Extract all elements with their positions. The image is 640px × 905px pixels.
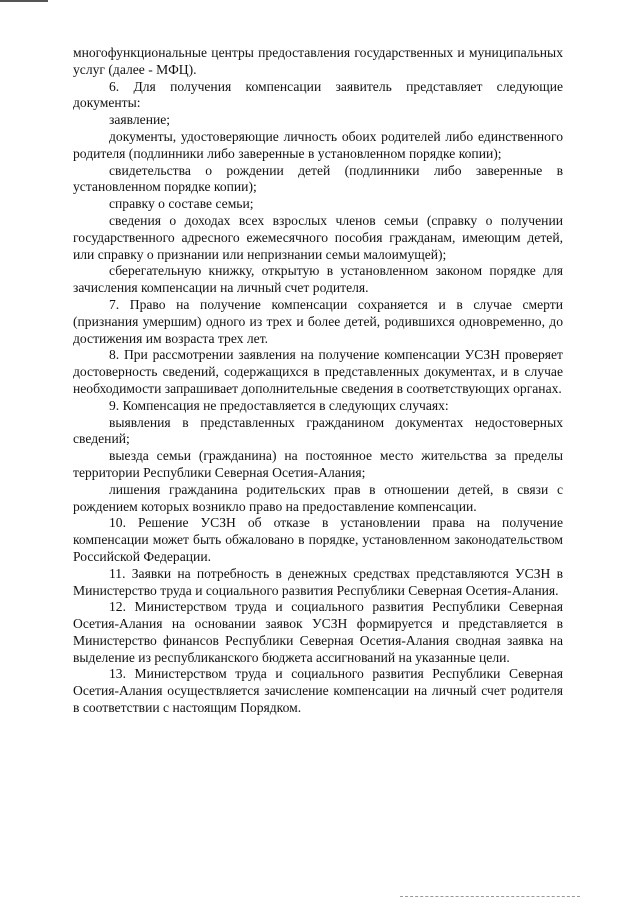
paragraph: выезда семьи (гражданина) на постоянное место жительства за пределы территории Республики Северная Осетия-Алания; bbox=[73, 448, 563, 480]
paragraph: 12. Министерством труда и социального развития Республики Северная Осетия-Алания на основании заявок УСЗН формируется и представляется в Министерство финансов Республики Северная Осетия-Алания сводная заявка на выделение из республиканского бюджета ассигнований на указанные цели. bbox=[73, 599, 563, 665]
paragraph: многофункциональные центры предоставления государственных и муниципальных услуг (далее - МФЦ). bbox=[73, 45, 563, 77]
paragraph: 13. Министерством труда и социального развития Республики Северная Осетия-Алания осуществляется зачисление компенсации на личный счет родителя в соответствии с настоящим Порядком. bbox=[73, 666, 563, 716]
paragraph: справку о составе семьи; bbox=[109, 196, 254, 212]
paragraph: заявление; bbox=[109, 112, 171, 128]
document-body bbox=[73, 45, 563, 717]
paragraph: сведения о доходах всех взрослых членов семьи (справку о получении государственного адресного ежемесячного пособия гражданам, имеющим детей, или справку о признании или непризнании семьи малоимущей); bbox=[73, 212, 563, 262]
paragraph: лишения гражданина родительских прав в отношении детей, в связи с рождением которых возникло право на предоставление компенсации. bbox=[73, 481, 563, 514]
paragraph: 7. Право на получение компенсации сохраняется и в случае смерти (признания умершим) одного из трех и более детей, родившихся одновременно, до достижения им возраста трех лет. bbox=[73, 296, 563, 346]
paragraph: 9. Компенсация не предоставляется в следующих случаях: bbox=[109, 397, 449, 413]
page-corner-mark bbox=[0, 0, 48, 2]
paragraph: 10. Решение УСЗН об отказе в установлении права на получение компенсации может быть обжаловано в порядке, установленном законодательством Российской Федерации. bbox=[73, 515, 563, 564]
paragraph: 8. При рассмотрении заявления на получение компенсации УСЗН проверяет достоверность сведений, содержащихся в представленных документах, и в случае необходимости запрашивает дополнительные сведения в соответствующих органах. bbox=[73, 347, 563, 396]
paragraph: сберегательную книжку, открытую в установленном законом порядке для зачисления компенсации на личный счет родителя. bbox=[73, 263, 563, 296]
footer-rule bbox=[400, 895, 580, 897]
paragraph: свидетельства о рождении детей (подлинники либо заверенные в установленном порядке копии); bbox=[73, 162, 563, 195]
paragraph: 6. Для получения компенсации заявитель представляет следующие документы: bbox=[73, 78, 563, 111]
paragraph: 11. Заявки на потребность в денежных средствах представляются УСЗН в Министерство труда и социального развития Республики Северная Осетия-Алания. bbox=[73, 565, 563, 598]
paragraph: выявления в представленных гражданином документах недостоверных сведений; bbox=[73, 414, 563, 447]
paragraph: документы, удостоверяющие личность обоих родителей либо единственного родителя (подлинники либо заверенные в установленном порядке копии); bbox=[73, 128, 563, 161]
